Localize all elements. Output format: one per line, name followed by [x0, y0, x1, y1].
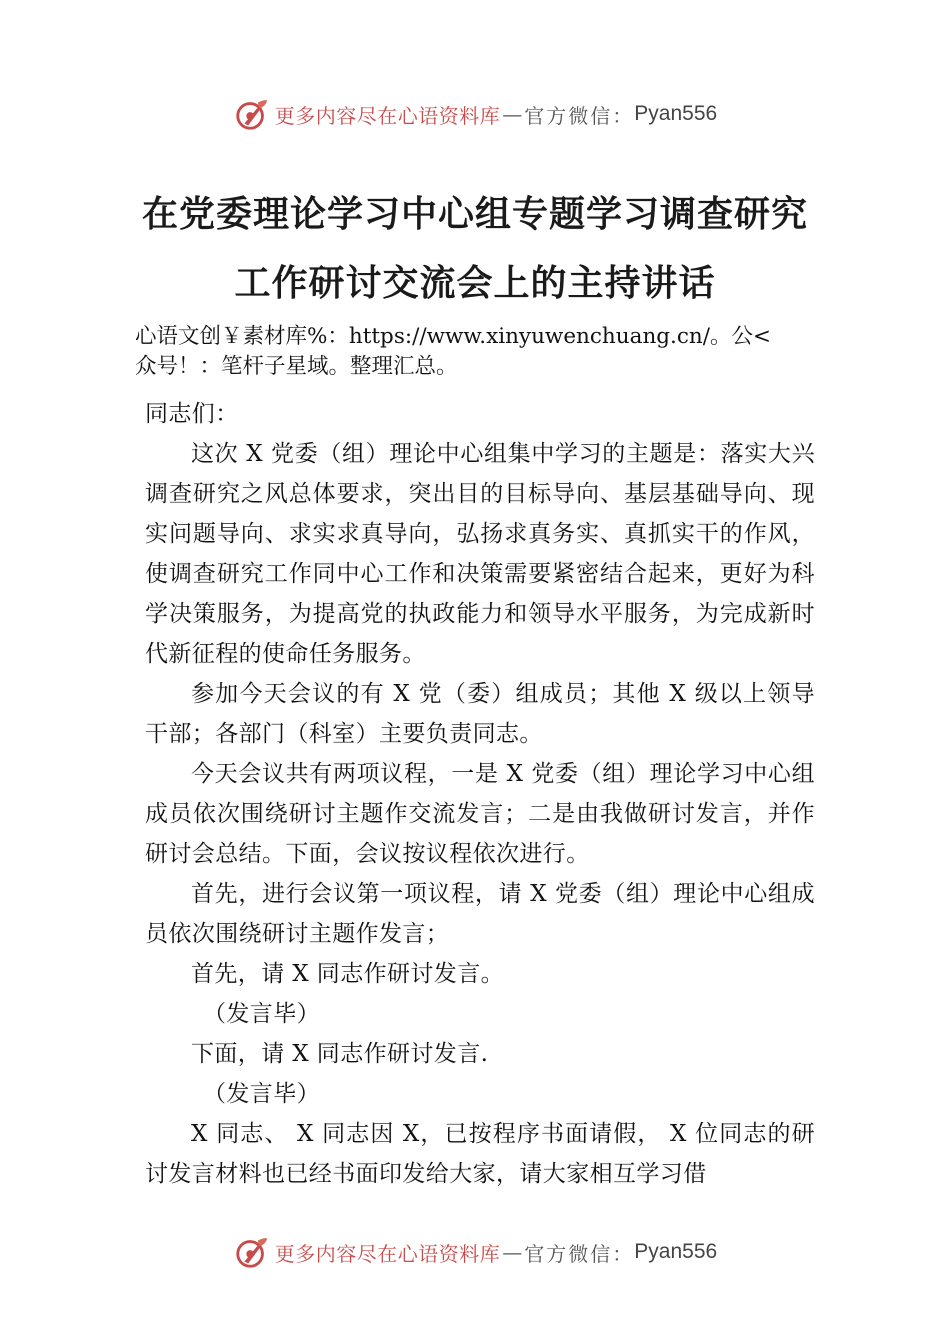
paragraph: 这次 X 党委（组）理论中心组集中学习的主题是：落实大兴调查研究之风总体要求，突出目的目标导向、基层基础导向、现实问题导向、求实求真导向，弘扬求真务实、真抓实干的作风，使调查研究工作同中心工作和决策需要紧密结合起来，更好为科学决策服务，为提高党的执政能力和领导水平服务，为完成新时代新征程的使命任务服务。	[145, 441, 815, 667]
banner-dash: —	[502, 1240, 523, 1264]
banner-wechat-label: 官方微信：	[524, 103, 635, 128]
speech-end-note: （发言毕）	[203, 1001, 320, 1027]
paragraph: 首先，请 X 同志作研讨发言。	[191, 961, 504, 987]
salutation: 同志们：	[145, 401, 239, 427]
paragraph: 下面，请 X 同志作研讨发言.	[191, 1041, 489, 1067]
banner-text: 更多内容尽在心语资料库	[274, 1241, 501, 1266]
speech-end-note: （发言毕）	[203, 1081, 320, 1107]
document-title-line1: 在党委理论学习中心组专题学习调查研究	[141, 193, 808, 235]
banner-wechat-label: 官方微信：	[524, 1241, 635, 1266]
paragraph: X 同志、 X 同志因 X，已按程序书面请假， X 位同志的研讨发言材料也已经书面印发给大家，请大家相互学习借	[145, 1121, 815, 1187]
quill-logo-icon	[233, 95, 271, 133]
document-body	[145, 394, 815, 1194]
paragraph: 参加今天会议的有 X 党（委）组成员；其他 X 级以上领导干部；各部门（科室）主要负责同志。	[145, 681, 815, 747]
banner-wechat-id: Pyan556	[634, 102, 718, 125]
quill-logo-icon	[233, 1233, 271, 1271]
header-banner	[0, 90, 950, 138]
source-line2: 众号！：笔杆子星域。整理汇总。	[135, 354, 458, 379]
paragraph: 今天会议共有两项议程，一是 X 党委（组）理论学习中心组成员依次围绕研讨主题作交流发言；二是由我做研讨发言，并作研讨会总结。下面，会议按议程依次进行。	[145, 761, 815, 867]
banner-dash: —	[502, 102, 523, 126]
footer-banner	[0, 1228, 950, 1276]
banner-wechat-id: Pyan556	[634, 1240, 718, 1263]
paragraph: 首先，进行会议第一项议程，请 X 党委（组）理论中心组成员依次围绕研讨主题作发言；	[145, 881, 815, 947]
source-line1: 心语文创￥素材库%：https://www.xinyuwenchuang.cn/。公<	[135, 324, 772, 349]
document-title-line2: 工作研讨交流会上的主持讲话	[234, 262, 716, 304]
banner-text: 更多内容尽在心语资料库	[274, 103, 501, 128]
